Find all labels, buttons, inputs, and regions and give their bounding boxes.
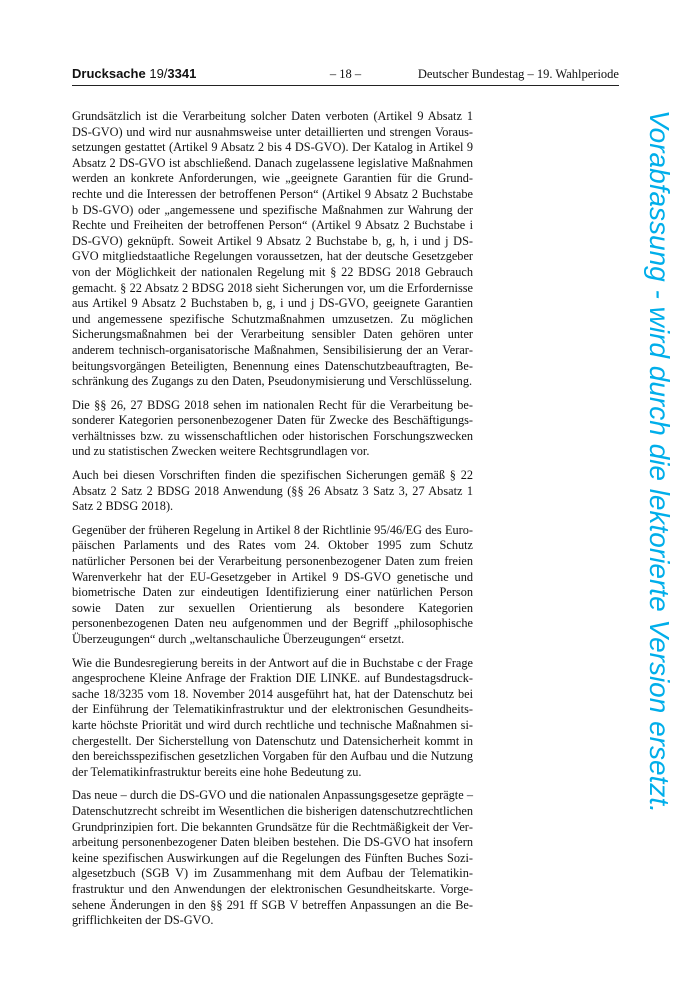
paragraph: Die §§ 26, 27 BDSG 2018 sehen im nationalen Recht für die Verarbeitung besonderer Kategorien personenbezogener Daten für Zwecke des Beschäftigungsverhältnisses bzw. zu wissenschaftlichen oder historischen Forschungszwecken und zu statistischen Zwecken weitere Rechtsgrundlagen vor. xyxy=(72,397,473,459)
page-number: – 18 – xyxy=(329,67,362,81)
paragraph: Gegenüber der früheren Regelung in Artikel 8 der Richtlinie 95/46/EG des Europäischen Parlaments und des Rates vom 24. Oktober 1995 zum Schutz natürlicher Personen bei der Verarbeitung personenbezogener Daten zum freien Warenverkehr hat der EU-Gesetzgeber in Artikel 9 DS-GVO genetische und biometrische Daten zur eindeutigen Identifizierung einer natürlichen Person sowie Daten zur sexuellen Orientierung als besondere Kategorien personenbezogenen Daten neu aufgenommen und der Begriff „philosophische Überzeugungen“ durch „weltanschauliche Überzeugungen“ ersetzt. xyxy=(72,522,473,646)
document-number-main: 3341 xyxy=(167,66,197,81)
draft-watermark xyxy=(645,110,685,910)
paragraph: Auch bei diesen Vorschriften finden die spezifischen Sicherungen gemäß § 22 Absatz 2 Satz 2 BDSG 2018 Anwendung (§§ 26 Absatz 3 Satz 3, 27 Absatz 1 Satz 2 BDSG 2018). xyxy=(72,468,473,514)
document-number-prefix: 19/ xyxy=(149,66,168,81)
paragraph: Wie die Bundesregierung bereits in der Antwort auf die in Buchstabe c der Frage angesprochene Kleine Anfrage der Fraktion DIE LINKE. auf Bundestagsdrucksache 18/3235 vom 18. November 2014 ausgeführt hat, hat der Datenschutz bei der Einführung der Telematikinfrastruktur und der elektronischen Gesundheitskarte höchste Priorität und wird durch rechtliche und technische Maßnahmen sichergestellt. Der Sicherstellung von Datenschutz und Datensicherheit kommt in den bereichsspezifischen gesetzlichen Vorgaben für den Aufbau und die Nutzung der Telematikinfrastruktur bereits eine hohe Bedeutung zu. xyxy=(72,655,473,779)
draft-watermark-text: Vorabfassung - wird durch die lektorierte Version ersetzt. xyxy=(644,110,675,813)
paragraph: Das neue – durch die DS-GVO und die nationalen Anpassungsgesetze geprägte – Datenschutzrecht schreibt im Wesentlichen die bisherigen datenschutzrechtlichen Grundprinzipien fort. Die bekannten Grundsätze für die Rechtmäßigkeit der Verarbeitung personenbezogener Daten bleiben bestehen. Die DS-GVO hat insofern keine spezifischen Auswirkungen auf die Regelungen des Fünften Buches Sozialgesetzbuch (SGB V) im Zusammenhang mit dem Aufbau der Telematikinfrastruktur und den Anwendungen der elektronischen Gesundheitskarte. Vorgesehene Änderungen in den §§ 291 ff SGB V betreffen Anpassungen an die Begrifflichkeiten der DS-GVO. xyxy=(72,788,473,928)
publisher: Deutscher Bundestag – 19. Wahlperiode xyxy=(417,67,619,81)
body-text xyxy=(72,109,473,937)
page-header xyxy=(72,66,619,84)
header-rule xyxy=(72,85,619,86)
paragraph: Grundsätzlich ist die Verarbeitung solcher Daten verboten (Artikel 9 Absatz 1 DS-GVO) und wird nur ausnahmsweise unter detaillierten und strengen Voraussetzungen gestattet (Artikel 9 Absatz 2 bis 4 DS-GVO). Der Katalog in Artikel 9 Absatz 2 DS-GVO ist abschließend. Danach zugelassene legislative Maßnahmen werden an konkrete Anforderungen, wie „geeignete Garantien für die Grundrechte und die Interessen der betroffenen Person“ (Artikel 9 Absatz 2 Buchstabe b DS-GVO) oder „angemessene und spezifische Maßnahmen zur Wahrung der Rechte und Freiheiten der betroffenen Person“ (Artikel 9 Absatz 2 Buchstabe i DS-GVO) geknüpft. Soweit Artikel 9 Absatz 2 Buchstabe b, g, h, i und j DS-GVO mitgliedstaatliche Regelungen voraussetzen, hat der deutsche Gesetzgeber von der Möglichkeit der nationalen Regelung mit § 22 BDSG 2018 Gebrauch gemacht. § 22 Absatz 2 BDSG 2018 sieht Sicherungen vor, um die Erfordernisse aus Artikel 9 Absatz 2 Buchstaben b, g, i und j DS-GVO, geeignete Garantien und angemessene spezifische Schutzmaßnahmen umzusetzen. Zu möglichen Sicherungsmaßnahmen bei der Verarbeitung sensibler Daten gehören unter anderem technisch-organisatorische Maßnahmen, Sensibilisierung der an Verarbeitungsvorgängen Beteiligten, Benennung eines Datenschutzbeauftragten, Beschränkung des Zugangs zu den Daten, Pseudonymisierung und Verschlüsselung. xyxy=(72,109,473,389)
document-label: Drucksache xyxy=(72,66,146,81)
